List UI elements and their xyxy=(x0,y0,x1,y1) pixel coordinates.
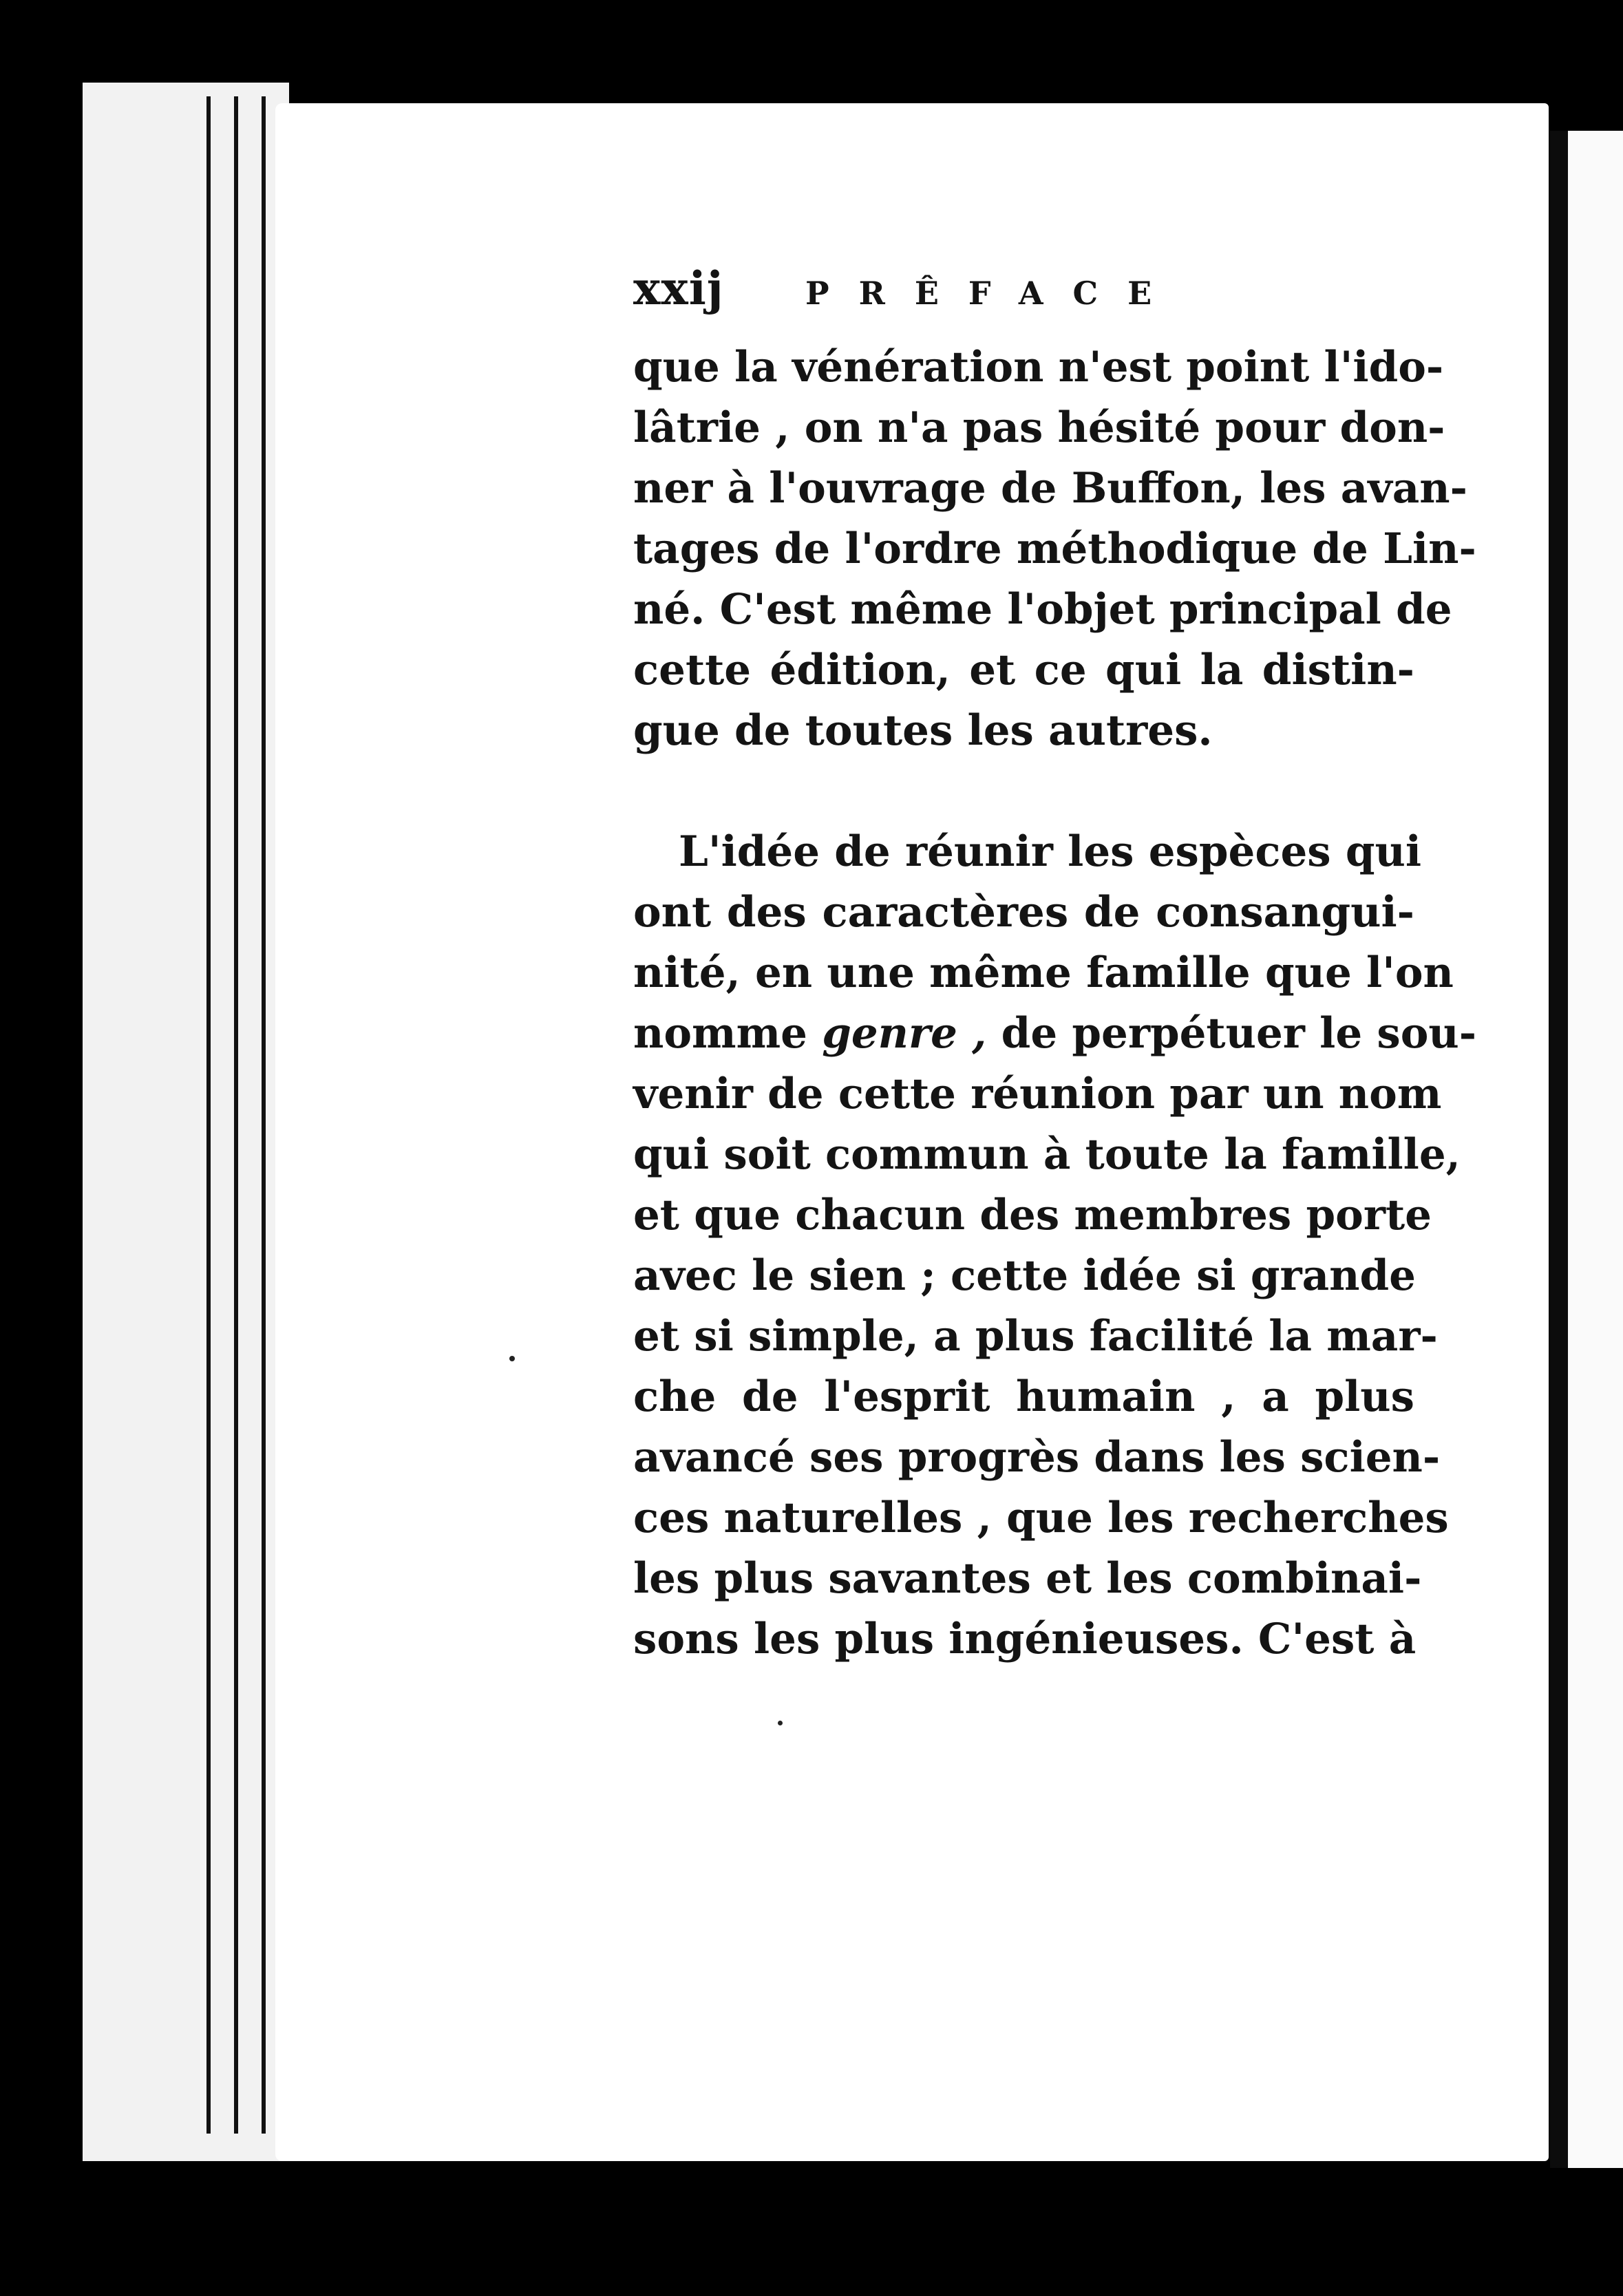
running-head: PRÊFACE xyxy=(805,275,1182,312)
page-text xyxy=(633,262,1477,1670)
text-line: ner à l'ouvrage de Buffon, les avan- xyxy=(633,464,1467,513)
text-line: che de l'esprit humain , a plus xyxy=(633,1372,1414,1421)
text-line: ces naturelles , que les recherches xyxy=(633,1494,1449,1542)
binding-shadow xyxy=(1550,131,1568,2168)
text-line-with-italic xyxy=(633,1003,1477,1064)
page-edge-line xyxy=(234,96,238,2134)
text-line: tages de l'ordre méthodique de Lin- xyxy=(633,524,1476,573)
text-line: gue de toutes les autres. xyxy=(633,706,1213,755)
text-line: lâtrie , on n'a pas hésité pour don- xyxy=(633,403,1445,452)
text-line: sons les plus ingénieuses. C'est à xyxy=(633,1615,1417,1663)
ink-speck xyxy=(509,1356,515,1361)
text-segment xyxy=(986,1009,1001,1058)
text-line: les plus savantes et les combinai- xyxy=(633,1554,1422,1603)
italic-term: genre , xyxy=(822,1009,987,1058)
text-line: avec le sien ; cette idée si grande xyxy=(633,1251,1416,1300)
text-line: venir de cette réunion par un nom xyxy=(633,1070,1442,1118)
text-line: né. C'est même l'objet principal de xyxy=(633,585,1452,634)
text-line: qui soit commun à toute la famille, xyxy=(633,1130,1461,1179)
text-line: cette édition, et ce qui la distin- xyxy=(633,646,1414,694)
ink-speck xyxy=(778,1721,783,1725)
text-line: L'idée de réunir les espèces qui xyxy=(679,827,1422,876)
text-segment: nomme xyxy=(633,1009,823,1058)
paragraph-gap xyxy=(633,761,1414,822)
text-line: avancé ses progrès dans les scien- xyxy=(633,1433,1441,1482)
page-header xyxy=(633,262,1414,337)
text-line: que la vénération n'est point l'ido- xyxy=(633,343,1444,392)
text-line: nité, en une même famille que l'on xyxy=(633,948,1454,997)
page-stack-edges xyxy=(83,83,289,2161)
text-line: et si simple, a plus facilité la mar- xyxy=(633,1312,1438,1361)
paragraph-2 xyxy=(633,822,1477,1670)
facing-page-edge xyxy=(1568,131,1623,2168)
page-edge-line xyxy=(262,96,266,2134)
page-number: xxij xyxy=(633,262,724,315)
text-line: ont des caractères de consangui- xyxy=(633,888,1414,937)
text-line: et que chacun des membres porte xyxy=(633,1191,1432,1240)
page-edge-line xyxy=(206,96,211,2134)
text-segment: de perpétuer le sou- xyxy=(1001,1009,1477,1058)
paragraph-1 xyxy=(633,337,1476,761)
